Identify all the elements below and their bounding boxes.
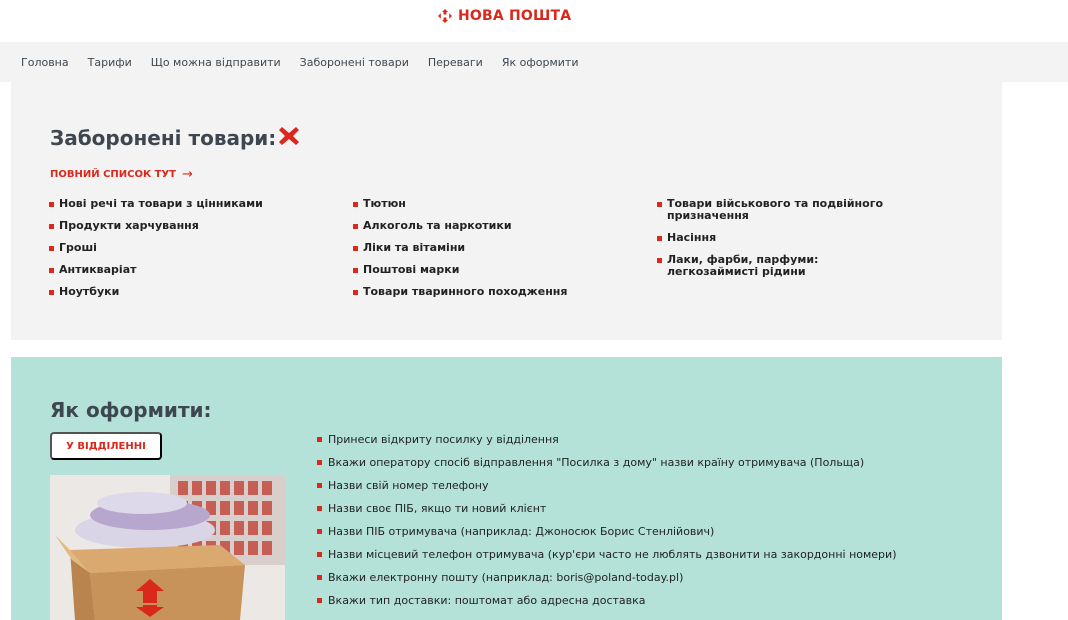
parcel-photo-illustration: [50, 475, 285, 620]
cross-icon: [277, 124, 301, 148]
bullet-icon: [317, 483, 322, 488]
list-item: Гроші: [49, 242, 263, 254]
bullet-icon: [353, 268, 358, 273]
howto-title: Як оформити:: [50, 398, 212, 422]
prohibited-title: Заборонені товари:: [50, 126, 277, 150]
prohibited-column-3: [657, 198, 897, 288]
list-item: Нові речі та товари з цінниками: [49, 198, 263, 210]
nav-item-prohibited[interactable]: Заборонені товари: [299, 55, 409, 69]
list-item: Лаки, фарби, парфуми: легкозаймисті рідини: [657, 254, 897, 278]
bullet-icon: [49, 224, 54, 229]
nav-item-how-to[interactable]: Як оформити: [501, 55, 579, 69]
list-item: Назви ПІБ отримувача (наприклад: Джоносюк Борис Стенлійович): [317, 525, 896, 539]
nav-item-tariffs[interactable]: Тарифи: [87, 55, 132, 69]
list-item: Поштові марки: [353, 264, 567, 276]
list-item: Вкажи оператору спосіб відправлення "Посилка з дому" назви країну отримувача (Польща): [317, 456, 896, 470]
bullet-icon: [657, 202, 662, 207]
header: [0, 0, 1068, 42]
list-item: Назви місцевий телефон отримувача (кур'єри часто не люблять дзвонити на закордонні номери): [317, 548, 896, 562]
prohibited-section: [11, 82, 1002, 340]
brand-name: НОВА ПОШТА: [458, 8, 572, 24]
list-item: Антикваріат: [49, 264, 263, 276]
bullet-icon: [317, 575, 322, 580]
top-nav: [0, 42, 1068, 82]
list-item: Продукти харчування: [49, 220, 263, 232]
bullet-icon: [317, 506, 322, 511]
list-item: Товари тваринного походження: [353, 286, 567, 298]
bullet-icon: [353, 202, 358, 207]
full-list-link[interactable]: [50, 166, 193, 181]
nova-poshta-logo-icon: [437, 8, 453, 24]
nav-item-what-to-send[interactable]: Що можна відправити: [150, 55, 281, 69]
bullet-icon: [317, 529, 322, 534]
bullet-icon: [317, 598, 322, 603]
list-item: Насіння: [657, 232, 897, 244]
prohibited-column-1: [49, 198, 263, 308]
list-item: Алкоголь та наркотики: [353, 220, 567, 232]
brand-logo[interactable]: [437, 8, 571, 24]
bullet-icon: [657, 258, 662, 263]
parcel-photo: [50, 475, 285, 620]
list-item: Вкажи електронну пошту (наприклад: boris@poland-today.pl): [317, 571, 896, 585]
nav-item-home[interactable]: Головна: [21, 55, 69, 69]
bullet-icon: [49, 268, 54, 273]
prohibited-column-2: [353, 198, 567, 308]
list-item: Назви свій номер телефону: [317, 479, 896, 493]
howto-section: [11, 357, 1002, 620]
list-item: Товари військового та подвійного призначення: [657, 198, 897, 222]
branch-button[interactable]: У ВІДДІЛЕННІ: [50, 432, 162, 460]
bullet-icon: [317, 460, 322, 465]
list-item: Вкажи тип доставки: поштомат або адресна доставка: [317, 594, 896, 608]
bullet-icon: [353, 246, 358, 251]
bullet-icon: [49, 202, 54, 207]
list-item: Ліки та вітаміни: [353, 242, 567, 254]
howto-steps: [317, 433, 896, 617]
list-item: Тютюн: [353, 198, 567, 210]
bullet-icon: [317, 437, 322, 442]
full-list-link-label: ПОВНИЙ СПИСОК ТУТ: [50, 169, 177, 180]
bullet-icon: [353, 290, 358, 295]
bullet-icon: [317, 552, 322, 557]
bullet-icon: [657, 236, 662, 241]
bullet-icon: [49, 290, 54, 295]
list-item: Принеси відкриту посилку у відділення: [317, 433, 896, 447]
nav-item-advantages[interactable]: Переваги: [427, 55, 483, 69]
arrow-right-icon: →: [182, 167, 193, 182]
bullet-icon: [49, 246, 54, 251]
list-item: Назви своє ПІБ, якщо ти новий клієнт: [317, 502, 896, 516]
bullet-icon: [353, 224, 358, 229]
list-item: Ноутбуки: [49, 286, 263, 298]
